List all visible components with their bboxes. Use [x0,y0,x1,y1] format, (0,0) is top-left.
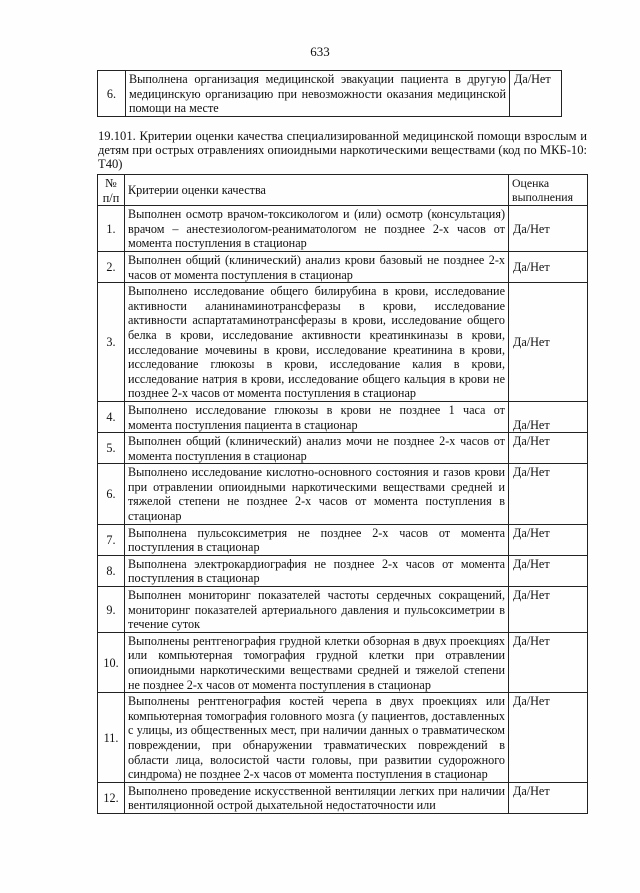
header-criteria: Критерии оценки качества [125,175,509,206]
table-row [98,71,562,117]
table-row [98,782,588,813]
table-row [98,401,588,432]
score-value: Да/Нет [509,587,588,633]
table-row [98,524,588,555]
table-row [98,464,588,524]
row-number: 12. [98,782,125,813]
table-row [98,251,588,282]
score-value: Да/Нет [509,433,588,464]
table-row [98,587,588,633]
row-number: 4. [98,401,125,432]
continued-criteria-table [97,70,562,117]
criterion-text: Выполнен общий (клинический) анализ мочи не позднее 2-х часов от момента поступления в стационар [125,433,509,464]
criterion-text: Выполнено проведение искусственной вентиляции легких при наличии вентиляционной острой дыхательной недостаточности или [125,782,509,813]
table-header-row [98,175,588,206]
table-row [98,283,588,402]
table-row [98,206,588,252]
table-row [98,693,588,783]
score-value: Да/Нет [509,283,588,402]
criterion-text: Выполнено исследование глюкозы в крови не позднее 1 часа от момента поступления пациента в стационар [125,401,509,432]
row-number: 1. [98,206,125,252]
score-value: Да/Нет [509,555,588,586]
score-value: Да/Нет [509,693,588,783]
criterion-text: Выполнена организация медицинской эвакуации пациента в другую медицинскую организацию при невозможности оказания медицинской помощи на месте [126,71,510,117]
score-value: Да/Нет [510,71,562,117]
score-value: Да/Нет [509,251,588,282]
row-number: 6. [98,464,125,524]
score-value: Да/Нет [509,401,588,432]
quality-criteria-table [97,174,588,814]
criterion-text: Выполнены рентгенография костей черепа в двух проекциях или компьютерная томография головного мозга (у пациентов, доставленных с улицы, из общественных мест, при наличии данных о травматическом повреждении, при обнаружении травматических повреждений в области лица, волосистой части головы, при развитии судорожного синдрома) не позднее 2-х часов от момента поступления в стационар [125,693,509,783]
criterion-text: Выполнено исследование общего билирубина в крови, исследование активности аланинаминотрансферазы в крови, исследование активности аспартатаминотрансферазы в крови, исследование общего белка в крови, исследование активности креатинкиназы в крови, исследование мочевины в крови, исследование креатинина в крови, исследование глюкозы в крови, исследование калия в крови, исследование натрия в крови, исследование общего кальция в крови не позднее 2-х часов от момента поступления в стационар [125,283,509,402]
criterion-text: Выполнена электрокардиография не позднее 2-х часов от момента поступления в стационар [125,555,509,586]
score-value: Да/Нет [509,632,588,692]
criterion-text: Выполнен осмотр врачом-токсикологом и (или) осмотр (консультация) врачом – анестезиологом-реаниматологом не позднее 2-х часов от момента поступления в стационар [125,206,509,252]
row-number: 10. [98,632,125,692]
row-number: 6. [98,71,126,117]
header-score: Оценка выполнения [509,175,588,206]
score-value: Да/Нет [509,524,588,555]
header-number: № п/п [98,175,125,206]
row-number: 5. [98,433,125,464]
criterion-text: Выполнен мониторинг показателей частоты сердечных сокращений, мониторинг показателей артериального давления и пульсоксиметрии в течение суток [125,587,509,633]
row-number: 8. [98,555,125,586]
score-value: Да/Нет [509,464,588,524]
score-value: Да/Нет [509,206,588,252]
table-row [98,433,588,464]
row-number: 11. [98,693,125,783]
score-value: Да/Нет [509,782,588,813]
table-row [98,632,588,692]
row-number: 3. [98,283,125,402]
table-row [98,555,588,586]
criterion-text: Выполнены рентгенография грудной клетки обзорная в двух проекциях или компьютерная томография грудной клетки при отравлении опиоидными наркотическими веществами средней и тяжелой степени не позднее 2-х часов от момента поступления в стационар [125,632,509,692]
section-title: 19.101. Критерии оценки качества специализированной медицинской помощи взрослым и детям при острых отравлениях опиоидными наркотическими веществами (код по МКБ-10: T40) [98,129,587,172]
page-number: 633 [310,44,330,59]
criterion-text: Выполнена пульсоксиметрия не позднее 2-х часов от момента поступления в стационар [125,524,509,555]
row-number: 7. [98,524,125,555]
criterion-text: Выполнен общий (клинический) анализ крови базовый не позднее 2-х часов от момента поступления в стационар [125,251,509,282]
row-number: 9. [98,587,125,633]
row-number: 2. [98,251,125,282]
criterion-text: Выполнено исследование кислотно-основного состояния и газов крови при отравлении опиоидными наркотическими веществами средней и тяжелой степени не позднее 2-х часов от момента поступления в стационар [125,464,509,524]
